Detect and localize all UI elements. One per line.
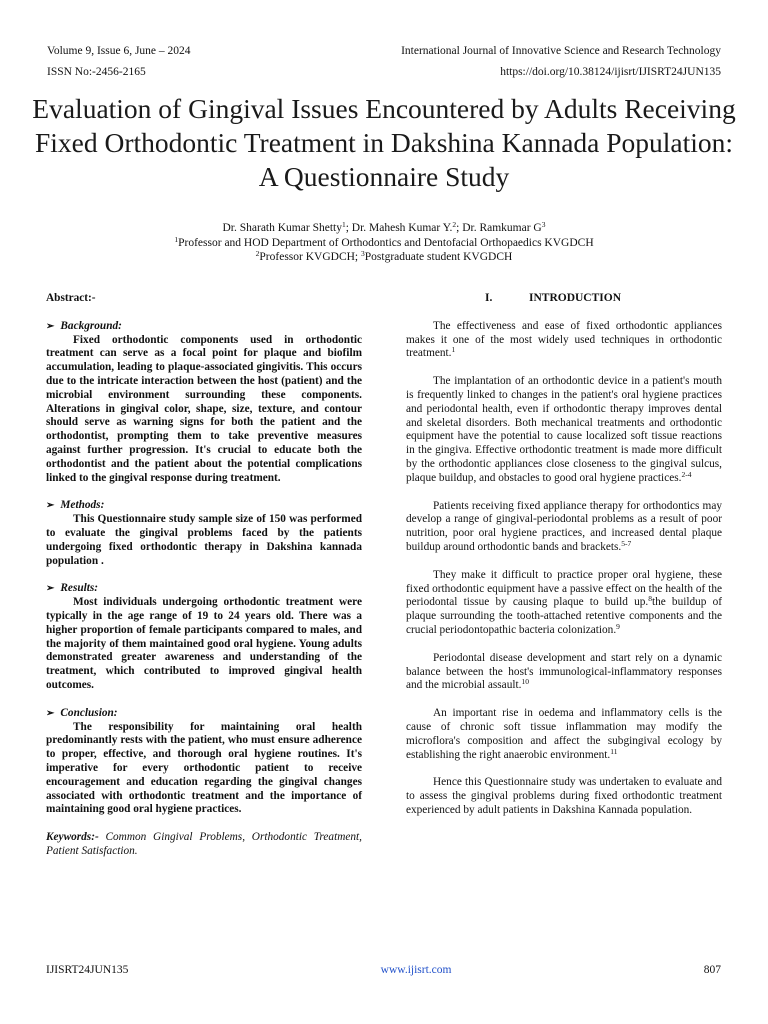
arrow-bullet-icon: ➢ (46, 500, 55, 512)
conclusion-text: The responsibility for maintaining oral health predominantly rests with the patient, who must ensure adherence to proper, effective, and thorough oral hygiene routines. It's imperative for every orthodontic patient to receive encouragement and education regarding the gingival changes associated with orthodontic treatment and the importance of maintaining good oral hygiene practices. (46, 720, 362, 816)
p6-text: An important rise in oedema and inflammatory cells is the cause of chronic soft tissue inflammation may modify the microflora's composition and affect the subgingival ecology by establishing the right anaerobic environment. (406, 707, 722, 761)
journal-name: International Journal of Innovative Science and Research Technology (401, 45, 721, 57)
abstract-column (46, 292, 362, 859)
author-3-sup: 3 (541, 220, 546, 229)
citation: 9 (616, 621, 620, 631)
arrow-bullet-icon: ➢ (46, 320, 55, 332)
intro-paragraph-7: Hence this Questionnaire study was undertaken to evaluate and to assess the gingival problems during fixed orthodontic treatment experienced by adult patients in Dakshina Kannada population. (406, 776, 722, 816)
p4b-text: the buildup of plaque surrounding the tooth-attached retentive components and the crucial periodontopathic bacteria colonization. (406, 596, 722, 636)
arrow-bullet-icon: ➢ (46, 707, 55, 719)
background-text: Fixed orthodontic components used in orthodontic treatment can serve as a focal point for plaque and biofilm accumulation, leading to plaque-associated gingivitis. This occurs due to the intricate interaction between the host (patient) and the microbial environment surrounding these components. Alterations in gingival color, shape, size, texture, and contour should serve as warning signs for both the patient and the orthodontist, prompting them to take preventive measures against further progression. It's crucial to educate both the orthodontist and the patient about the potential complications linked to the gingival response during treatment. (46, 333, 362, 484)
keywords (46, 831, 362, 859)
citation: 5-7 (621, 538, 632, 548)
intro-paragraph-4 (406, 569, 722, 638)
intro-paragraph-5 (406, 652, 722, 693)
p2-text: The implantation of an orthodontic device in a patient's mouth is frequently linked to changes in the patient's oral hygiene practices and periodontal health, even if orthodontic therapy improves dental and skeletal disorders. Both mechanical treatments and orthodontic equipment have the potential to cause localized soft tissue reactions in the gingiva. Effective orthodontic treatment is made more difficult by the orthodontic appliances close closeness to the gingival sulcus, plaque buildup, and obstacles to good oral hygiene practices. (406, 375, 722, 484)
introduction-column (406, 292, 722, 832)
citation: 2-4 (681, 469, 692, 479)
results-text: Most individuals undergoing orthodontic treatment were typically in the age range of 19 to 24 years old. There was a higher proportion of female participants compared to males, and the majority of them maintained good oral hygiene. Young adults demonstrated greater awareness and understanding of the treatment, which contributed to improved gingival health outcomes. (46, 596, 362, 691)
methods-heading-text: Methods: (60, 499, 105, 512)
aff1-text: Professor and HOD Department of Orthodontics and Dentofacial Orthopaedics KVGDCH (178, 236, 594, 249)
background-heading (46, 320, 362, 334)
aff1-sup: 1 (174, 234, 179, 244)
methods-text: This Questionnaire study sample size of 150 was performed to evaluate the gingival problems faced by the patients undergoing fixed orthodontic therapy in Dakshina kannada population . (46, 513, 362, 567)
author-1-sup: 1 (341, 220, 346, 229)
paper-title: Evaluation of Gingival Issues Encountered by Adults Receiving Fixed Orthodontic Treatment in Dakshina Kannada Population: A Questionnaire Study (32, 93, 736, 192)
p4a-text: They make it difficult to practice proper oral hygiene, these fixed orthodontic equipment have a passive effect on the health of the periodontal tissue by causing plaque to build up. (406, 568, 722, 609)
page-footer (46, 964, 721, 976)
aff2-sup: 2 (255, 249, 260, 258)
citation: 11 (610, 746, 618, 756)
author-1: Dr. Sharath Kumar Shetty (222, 222, 342, 234)
aff3-sup: 3 (361, 249, 365, 258)
p3-text: Patients receiving fixed appliance therapy for orthodontics may develop a range of gingival-periodontal problems as a result of poor nutrition, poor oral hygiene practices, and increased dental plaque buildup around orthodontic bands and brackets. (406, 499, 722, 553)
journal-website-link[interactable]: www.ijisrt.com (380, 964, 452, 976)
author-2-sup: 2 (452, 220, 457, 229)
running-header-bottom (47, 65, 721, 79)
results-heading-text: Results: (60, 582, 99, 595)
p5-text: Periodontal disease development and start rely on a dynamic balance between the host's immunological-inflammatory responses and the microbial assault. (406, 651, 722, 692)
citation: 1 (451, 345, 456, 355)
author-3: ; Dr. Ramkumar G (456, 222, 542, 234)
page-number: 807 (703, 964, 721, 976)
author-block (40, 221, 728, 265)
introduction-heading (406, 292, 722, 306)
results-heading (46, 582, 362, 596)
abstract-label: Abstract:- (46, 292, 96, 304)
conclusion-heading-text: Conclusion: (60, 706, 118, 719)
affiliation-2 (40, 250, 728, 265)
author-list (40, 221, 728, 236)
author-2: ; Dr. Mahesh Kumar Y. (345, 222, 453, 234)
aff2-text: Professor KVGDCH; (259, 251, 361, 263)
intro-paragraph-1 (406, 320, 722, 361)
volume-info: Volume 9, Issue 6, June – 2024 (47, 45, 191, 57)
affiliation-1 (40, 236, 728, 251)
doi-link[interactable]: https://doi.org/10.38124/ijisrt/IJISRT24JUN135 (500, 66, 721, 78)
conclusion-heading (46, 707, 362, 721)
issn: ISSN No:-2456-2165 (47, 66, 146, 78)
citation: 8 (648, 594, 652, 604)
section-title: INTRODUCTION (529, 292, 622, 304)
section-number: I. (485, 292, 493, 304)
running-header-top (47, 44, 721, 58)
aff3-text: Postgraduate student KVGDCH (364, 251, 513, 263)
intro-paragraph-6 (406, 707, 722, 762)
citation: 10 (521, 677, 529, 687)
paper-code: IJISRT24JUN135 (46, 964, 129, 976)
methods-heading (46, 499, 362, 513)
p1-text: The effectiveness and ease of fixed orthodontic appliances makes it one of the most widely used techniques in orthodontic treatment. (406, 319, 722, 360)
keywords-text: Common Gingival Problems, Orthodontic Treatment, Patient Satisfaction. (46, 831, 362, 857)
intro-paragraph-3 (406, 500, 722, 555)
intro-paragraph-2 (406, 375, 722, 485)
arrow-bullet-icon: ➢ (46, 583, 55, 595)
background-heading-text: Background: (60, 319, 122, 332)
keywords-label: Keywords:- (46, 831, 99, 844)
